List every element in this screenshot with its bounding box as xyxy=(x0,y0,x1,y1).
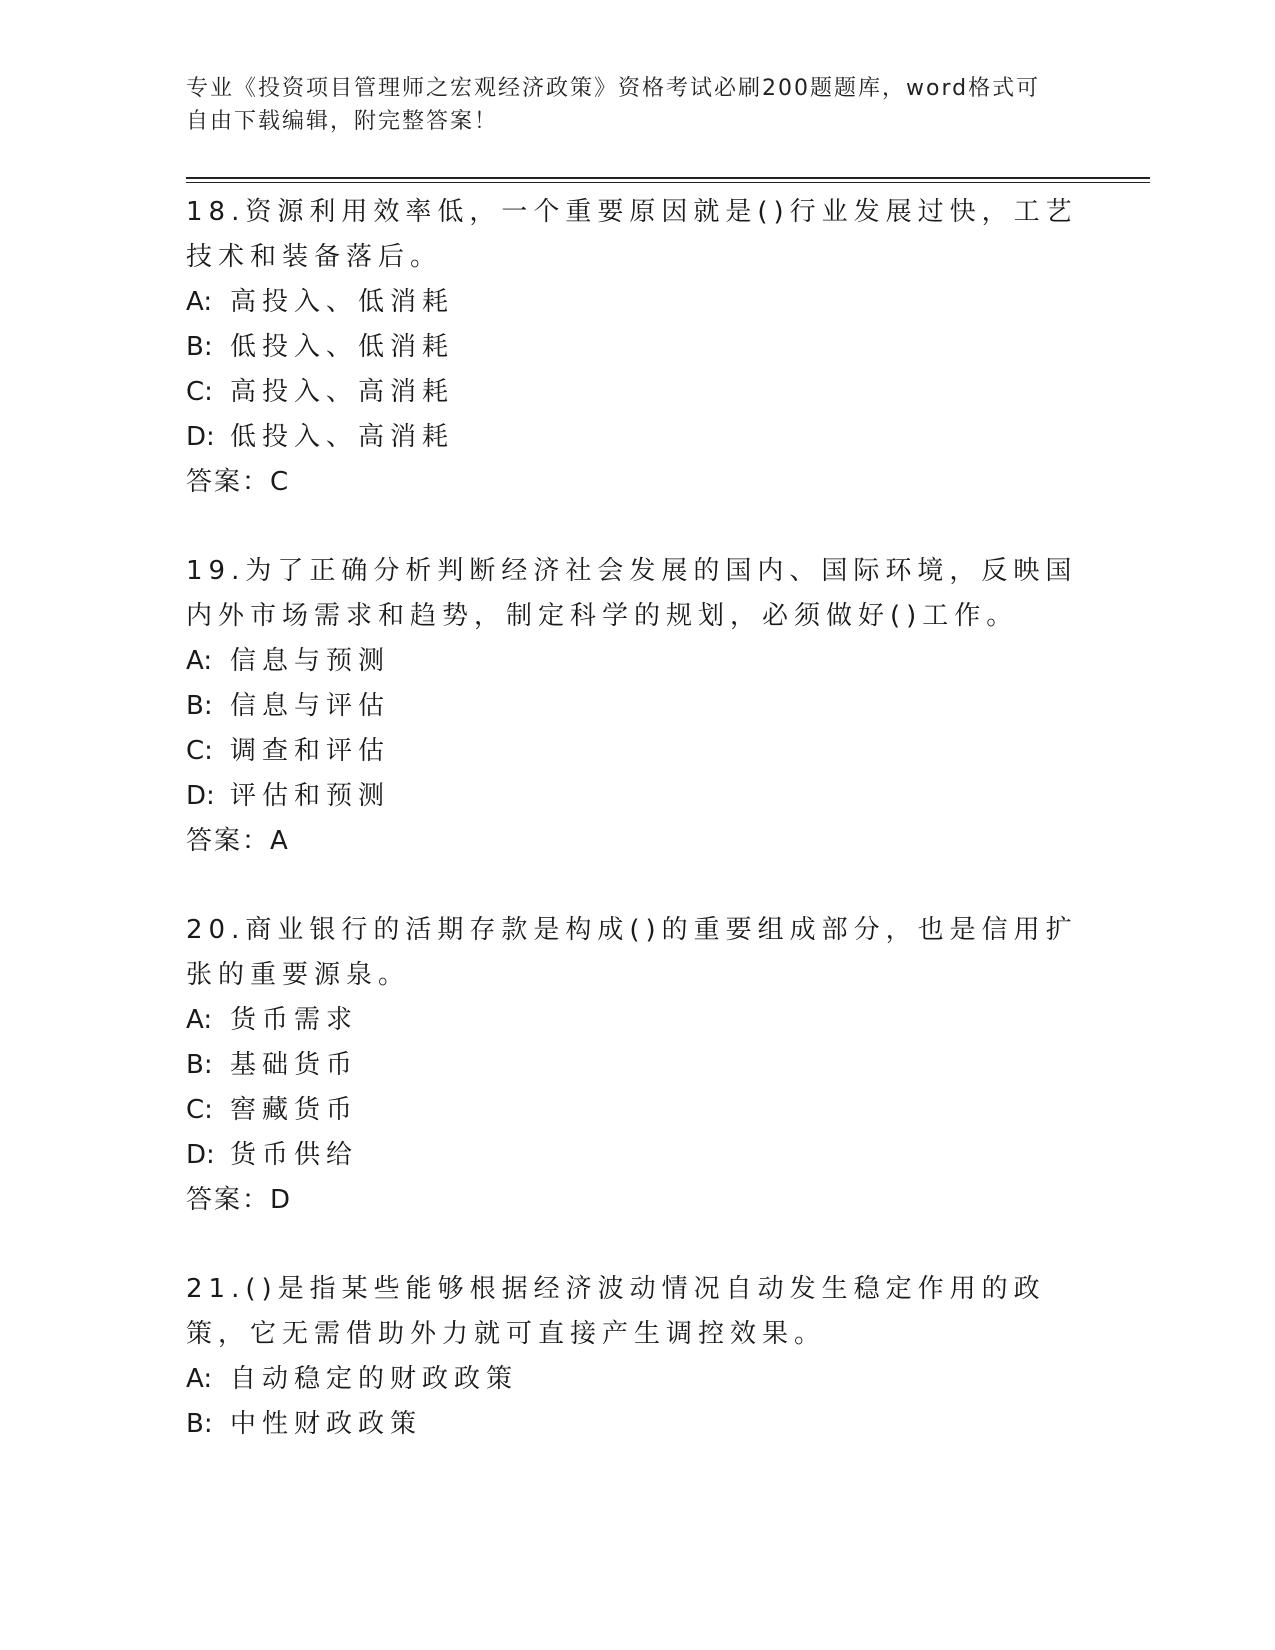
question-21 xyxy=(186,1267,1086,1447)
option-d xyxy=(186,774,1086,819)
option-letter: B: xyxy=(186,1050,213,1080)
option-letter: D: xyxy=(186,1140,215,1170)
option-letter: B: xyxy=(186,332,213,362)
option-text: 低投入、高消耗 xyxy=(230,422,455,452)
option-text: 窖藏货币 xyxy=(230,1095,359,1125)
question-text: 20.商业银行的活期存款是构成()的重要组成部分，也是信用扩张的重要源泉。 xyxy=(186,915,1078,990)
option-text: 信息与预测 xyxy=(230,646,391,676)
option-c xyxy=(186,370,1086,415)
option-letter: C: xyxy=(186,377,213,407)
option-text: 高投入、高消耗 xyxy=(230,377,455,407)
option-letter: C: xyxy=(186,736,213,766)
option-c xyxy=(186,1088,1086,1133)
option-b xyxy=(186,1043,1086,1088)
question-18 xyxy=(186,190,1086,505)
option-text: 评估和预测 xyxy=(230,781,391,811)
option-a xyxy=(186,280,1086,325)
option-text: 信息与评估 xyxy=(230,691,391,721)
question-20 xyxy=(186,908,1086,1223)
option-a xyxy=(186,1357,1086,1402)
header-divider-thin xyxy=(186,182,1150,183)
option-text: 调查和评估 xyxy=(230,736,391,766)
answer-line: 答案：A xyxy=(186,826,290,856)
option-text: 中性财政政策 xyxy=(230,1409,423,1439)
header-divider-thick xyxy=(186,177,1150,179)
option-text: 货币供给 xyxy=(230,1140,359,1170)
option-a xyxy=(186,639,1086,684)
question-text: 18.资源利用效率低，一个重要原因就是()行业发展过快，工艺技术和装备落后。 xyxy=(186,197,1078,272)
option-letter: B: xyxy=(186,691,213,721)
question-text: 19.为了正确分析判断经济社会发展的国内、国际环境，反映国内外市场需求和趋势，制定科学的规划，必须做好()工作。 xyxy=(186,556,1078,631)
option-text: 低投入、低消耗 xyxy=(230,332,455,362)
question-text: 21.()是指某些能够根据经济波动情况自动发生稳定作用的政策，它无需借助外力就可直接产生调控效果。 xyxy=(186,1274,1046,1349)
option-d xyxy=(186,1133,1086,1178)
option-text: 货币需求 xyxy=(230,1005,359,1035)
question-19 xyxy=(186,549,1086,864)
option-letter: A: xyxy=(186,646,213,676)
option-letter: D: xyxy=(186,422,215,452)
option-b xyxy=(186,325,1086,370)
option-letter: B: xyxy=(186,1409,213,1439)
option-c xyxy=(186,729,1086,774)
option-text: 基础货币 xyxy=(230,1050,359,1080)
option-text: 高投入、低消耗 xyxy=(230,287,455,317)
option-letter: C: xyxy=(186,1095,213,1125)
answer-line: 答案：D xyxy=(186,1185,293,1215)
document-header xyxy=(186,72,1066,138)
option-b xyxy=(186,1402,1086,1447)
option-a xyxy=(186,998,1086,1043)
option-letter: A: xyxy=(186,287,213,317)
header-line-1: 专业《投资项目管理师之宏观经济政策》资格考试必刷200题题库，word格式可 xyxy=(186,76,1041,101)
option-letter: A: xyxy=(186,1005,213,1035)
answer-line: 答案：C xyxy=(186,467,291,497)
option-b xyxy=(186,684,1086,729)
option-letter: A: xyxy=(186,1364,213,1394)
option-letter: D: xyxy=(186,781,215,811)
header-line-2: 自由下载编辑，附完整答案！ xyxy=(186,109,499,134)
option-text: 自动稳定的财政政策 xyxy=(230,1364,519,1394)
question-list xyxy=(186,190,1086,1491)
option-d xyxy=(186,415,1086,460)
